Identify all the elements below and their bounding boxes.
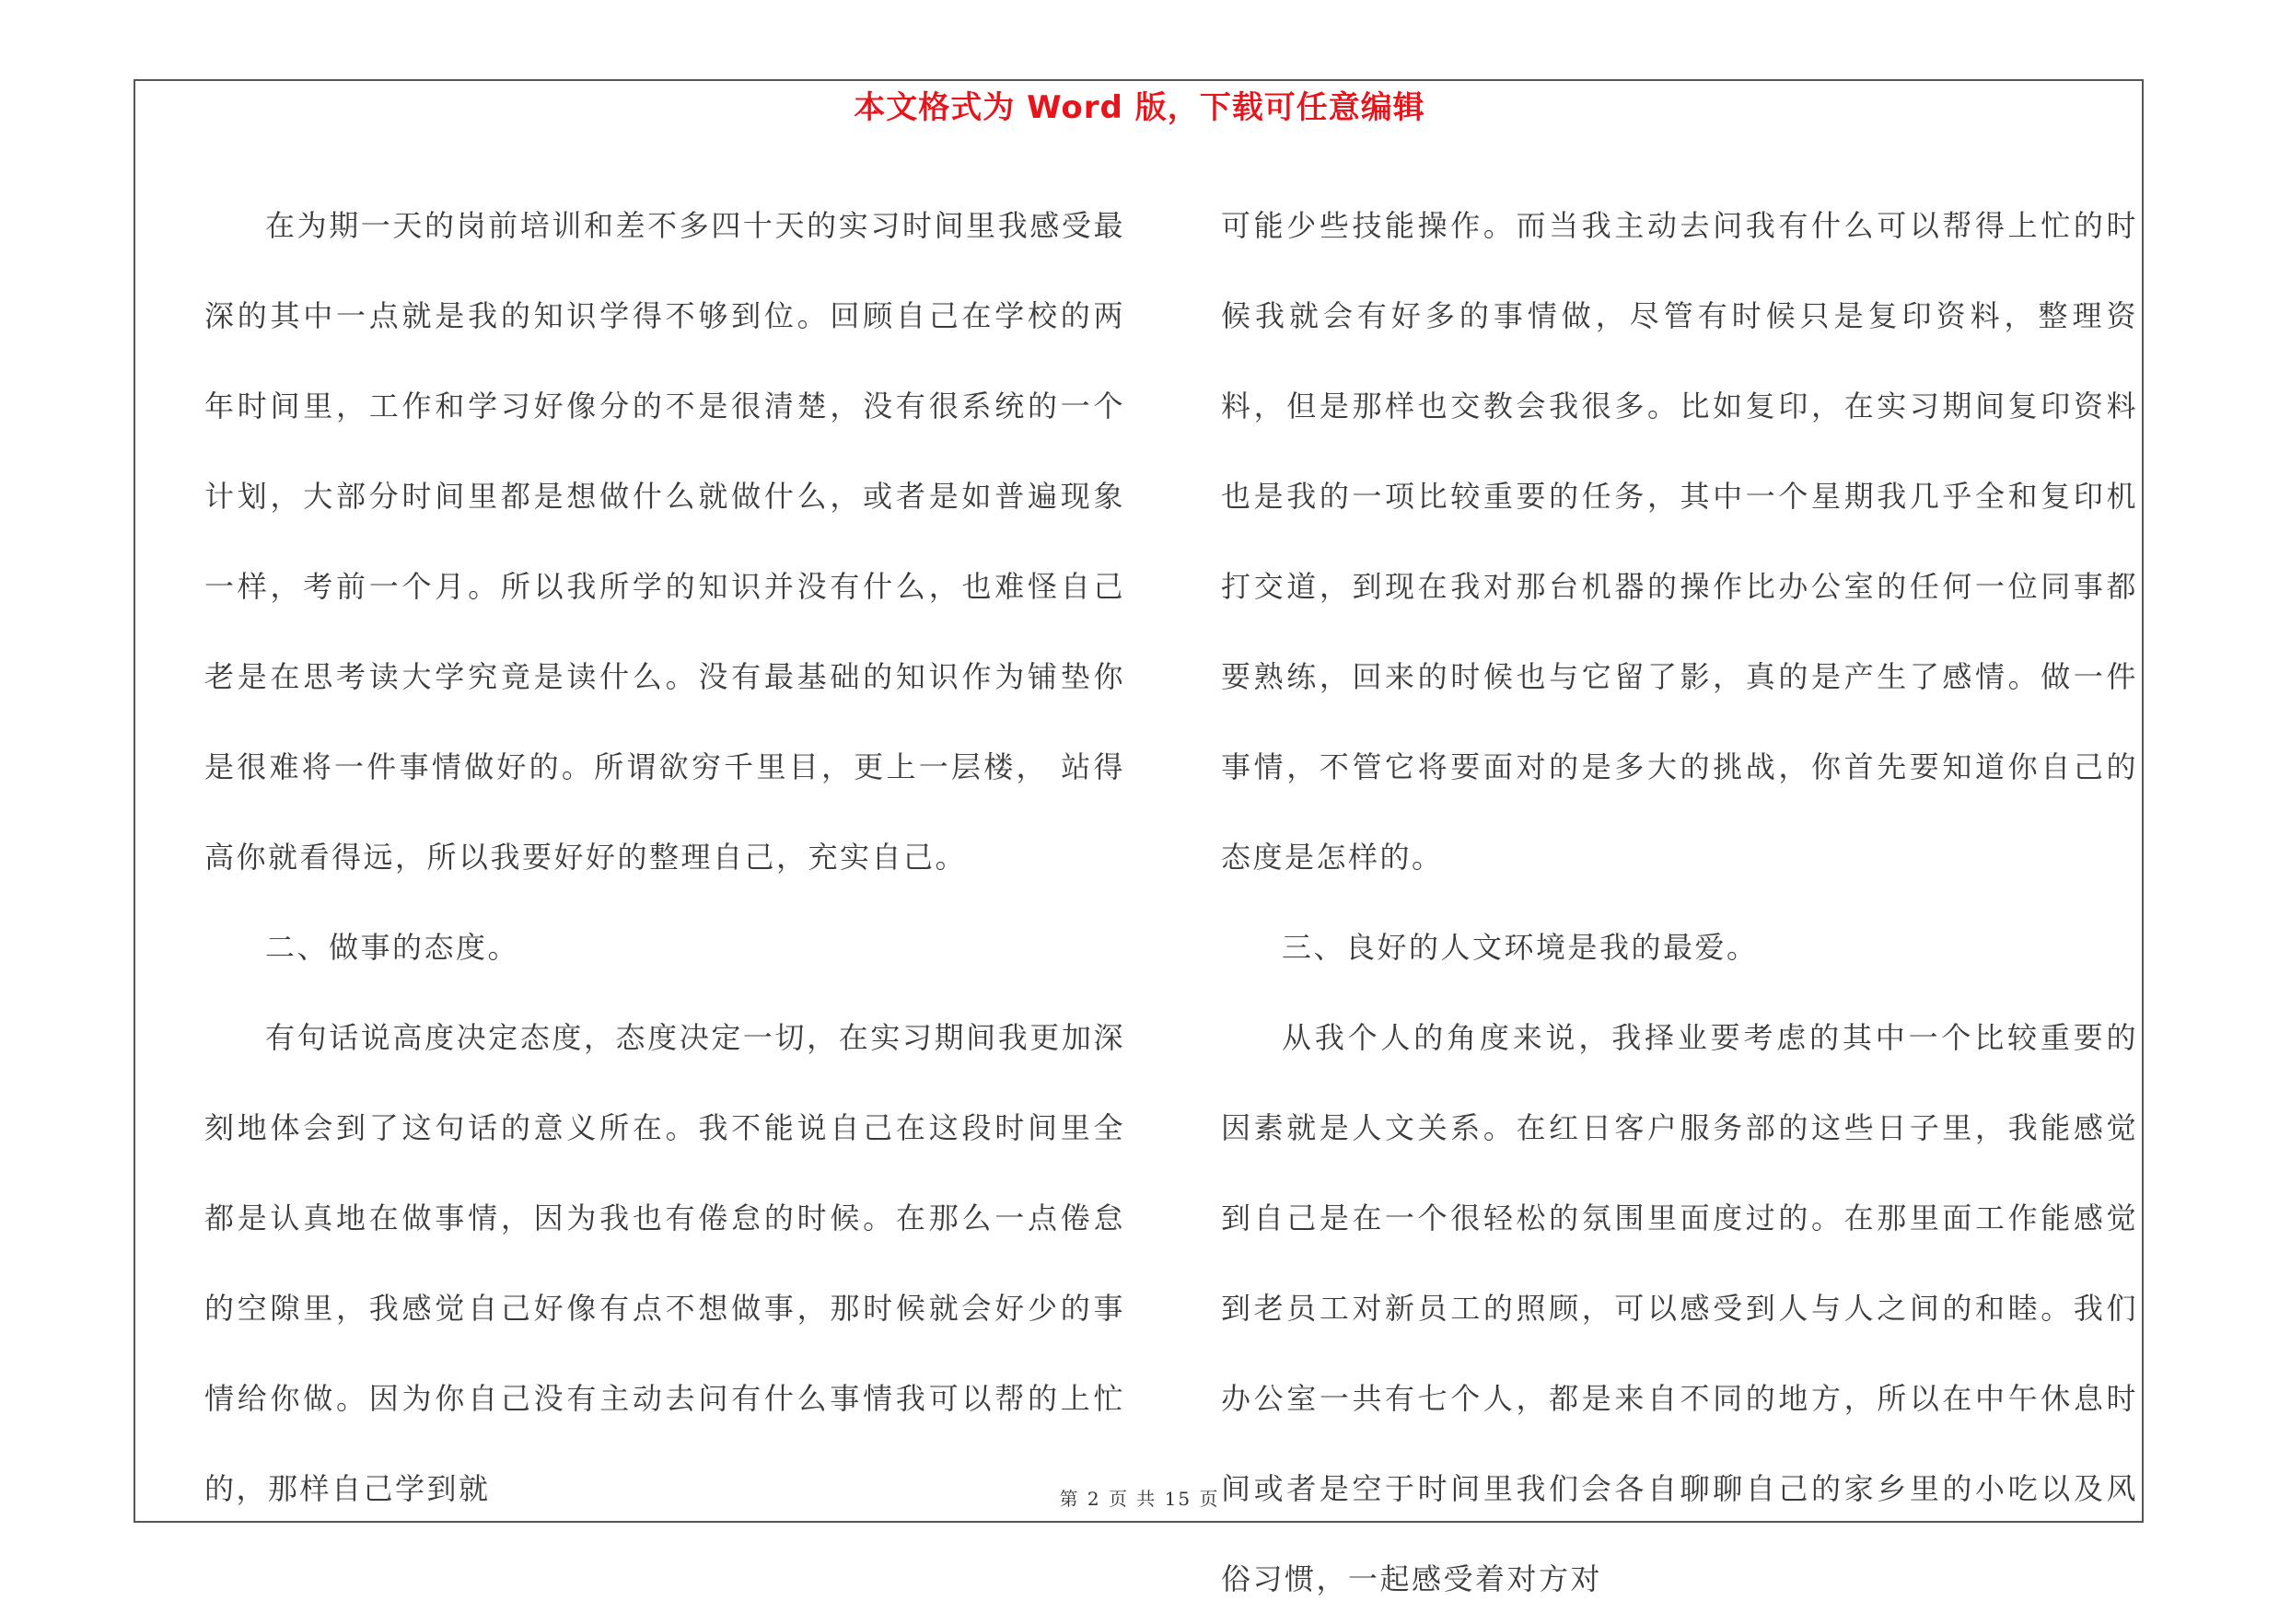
page-number-footer: 第 2 页 共 15 页: [1059, 1488, 1220, 1510]
paragraph-continuation: 可能少些技能操作。而当我主动去问我有什么可以帮得上忙的时候我就会有好多的事情做，尽管有时候只是复印资料，整理资料，但是那样也交教会我很多。比如复印，在实习期间复印资料也是我的一项比较重要的任务，其中一个星期我几乎全和复印机打交道，到现在我对那台机器的操作比办公室的任何一位同事都要熟练，回来的时候也与它留了影，真的是产生了感情。做一件事情，不管它将要面对的是多大的挑战，你首先要知道你自己的态度是怎样的。: [1221, 208, 2138, 875]
left-text-column: [204, 180, 1125, 1534]
section-heading: 二、做事的态度。: [265, 930, 520, 965]
right-text-column: [1221, 180, 2138, 1624]
paragraph: 有句话说高度决定态度，态度决定一切，在实习期间我更加深刻地体会到了这句话的意义所在。我不能说自己在这段时间里全都是认真地在做事情，因为我也有倦怠的时候。在那么一点倦怠的空隙里，我感觉自己好像有点不想做事，那时候就会好少的事情给你做。因为你自己没有主动去问有什么事情我可以帮的上忙的，那样自己学到就: [204, 1020, 1125, 1506]
word-format-banner: 本文格式为 Word 版，下载可任意编辑: [854, 89, 1425, 126]
paragraph: 在为期一天的岗前培训和差不多四十天的实习时间里我感受最深的其中一点就是我的知识学得不够到位。回顾自己在学校的两年时间里，工作和学习好像分的不是很清楚，没有很系统的一个计划，大部分时间里都是想做什么就做什么，或者是如普遍现象一样，考前一个月。所以我所学的知识并没有什么，也难怪自己老是在思考读大学究竟是读什么。没有最基础的知识作为铺垫你是很难将一件事情做好的。所谓欲穷千里目，更上一层楼， 站得高你就看得远，所以我要好好的整理自己，充实自己。: [204, 208, 1125, 875]
paragraph: 从我个人的角度来说，我择业要考虑的其中一个比较重要的因素就是人文关系。在红日客户服务部的这些日子里，我能感觉到自己是在一个很轻松的氛围里面度过的。在那里面工作能感觉到老员工对新员工的照顾，可以感受到人与人之间的和睦。我们办公室一共有七个人，都是来自不同的地方，所以在中午休息时间或者是空于时间里我们会各自聊聊自己的家乡里的小吃以及风俗习惯，一起感受着对方对: [1221, 1020, 2138, 1596]
section-heading: 三、良好的人文环境是我的最爱。: [1282, 930, 1759, 965]
